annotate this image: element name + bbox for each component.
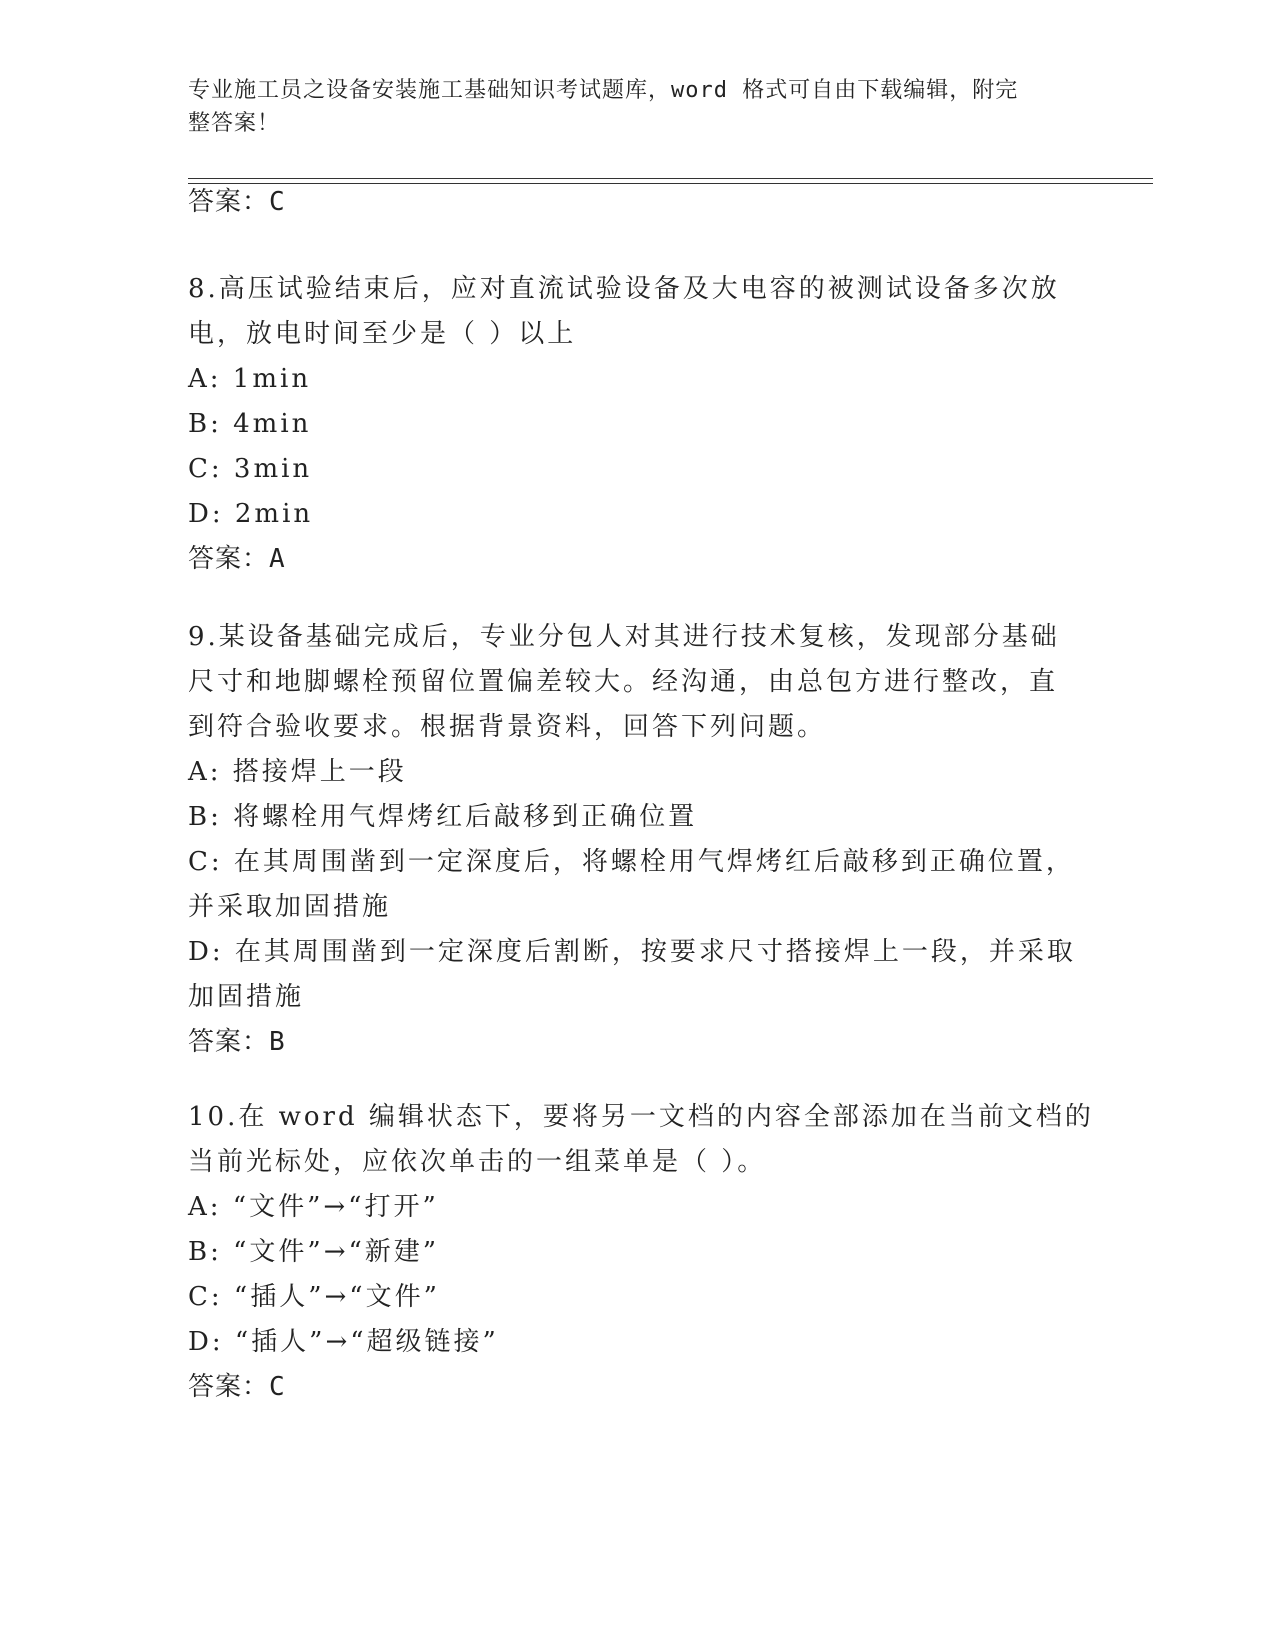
header-divider <box>188 178 1153 179</box>
option-c: C: 在其周围凿到一定深度后，将螺栓用气焊烤红后敲移到正确位置， <box>188 847 1075 877</box>
option-a: A: 搭接焊上一段 <box>188 757 407 787</box>
question-10 <box>188 1095 1094 1410</box>
previous-answer-block <box>188 180 1088 225</box>
question-text: 9.某设备基础完成后，专业分包人对其进行技术复核，发现部分基础 <box>188 622 1060 652</box>
option-c: C: “插人”→“文件” <box>188 1282 440 1312</box>
header-line: 整答案！ <box>188 111 281 136</box>
answer-text: 答案：C <box>188 1372 286 1402</box>
header-line: 专业施工员之设备安装施工基础知识考试题库，word 格式可自由下载编辑，附完 <box>188 78 1019 103</box>
option-b: B: 4min <box>188 409 312 439</box>
option-d: D: 在其周围凿到一定深度后割断，按要求尺寸搭接焊上一段，并采取 <box>188 937 1076 967</box>
question-text: 10.在 word 编辑状态下，要将另一文档的内容全部添加在当前文档的 <box>188 1102 1094 1132</box>
option-d-continued: 加固措施 <box>188 982 305 1012</box>
document-header <box>188 74 1068 140</box>
answer-text: 答案：C <box>188 187 286 217</box>
question-9 <box>188 615 1088 1065</box>
option-c: C: 3min <box>188 454 313 484</box>
option-b: B: “文件”→“新建” <box>188 1237 440 1267</box>
option-a: A: 1min <box>188 364 312 394</box>
question-text: 到符合验收要求。根据背景资料，回答下列问题。 <box>188 712 827 742</box>
question-text: 电，放电时间至少是（ ）以上 <box>188 319 577 349</box>
option-d: D: 2min <box>188 499 314 529</box>
answer-text: 答案：B <box>188 1027 286 1057</box>
question-text: 当前光标处，应依次单击的一组菜单是（ ）。 <box>188 1147 767 1177</box>
question-text: 8.高压试验结束后，应对直流试验设备及大电容的被测试设备多次放 <box>188 274 1060 304</box>
question-text: 尺寸和地脚螺栓预留位置偏差较大。经沟通，由总包方进行整改，直 <box>188 667 1059 697</box>
option-a: A: “文件”→“打开” <box>188 1192 439 1222</box>
option-d: D: “插人”→“超级链接” <box>188 1327 499 1357</box>
answer-text: 答案：A <box>188 544 286 574</box>
option-b: B: 将螺栓用气焊烤红后敲移到正确位置 <box>188 802 698 832</box>
option-c-continued: 并采取加固措施 <box>188 892 392 922</box>
question-8 <box>188 267 1088 582</box>
